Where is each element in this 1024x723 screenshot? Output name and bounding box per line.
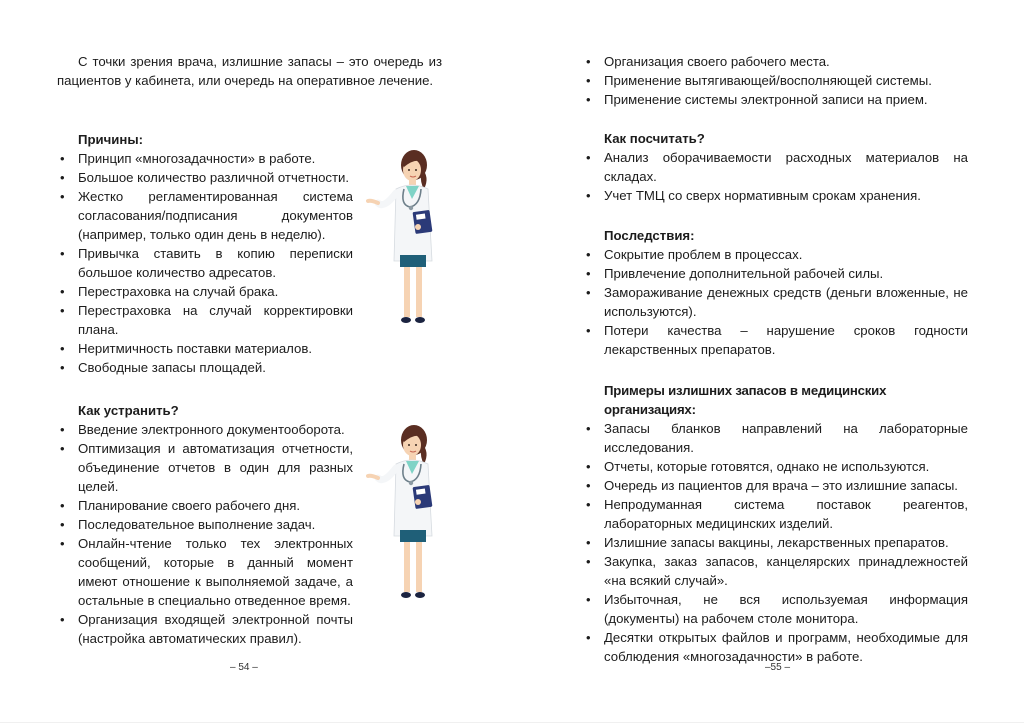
list-item: • Закупка, заказ запасов, канцелярских принадлежностей «на всякий случай».	[583, 552, 968, 590]
list-item: • Онлайн-чтение только тех электронных сообщений, которые в данный момент имеют отношение к выполняемой задаче, а остальные в специально отведенное время.	[57, 534, 353, 610]
examples-section	[583, 381, 968, 666]
causes-list	[57, 149, 353, 377]
list-item: • Учет ТМЦ со сверх нормативным срокам хранения.	[583, 186, 968, 205]
list-item: • Избыточная, не вся используемая информация (документы) на рабочем столе монитора.	[583, 590, 968, 628]
list-item: • Большое количество различной отчетности.	[57, 168, 353, 187]
list-item: • Организация входящей электронной почты (настройка автоматических правил).	[57, 610, 353, 648]
causes-heading: Причины:	[78, 132, 144, 147]
list-item: • Запасы бланков направлений на лабораторные исследования.	[583, 419, 968, 457]
list-item: • Планирование своего рабочего дня.	[57, 496, 353, 515]
consequences-heading: Последствия:	[604, 228, 695, 243]
list-item: • Жестко регламентированная система согласования/подписания документов (например, только один день в неделю).	[57, 187, 353, 244]
left-page	[0, 0, 512, 720]
causes-section	[57, 130, 353, 377]
list-item: • Оптимизация и автоматизация отчетности, объединение отчетов в один для разных целей.	[57, 439, 353, 496]
list-item: • Десятки открытых файлов и программ, необходимые для соблюдения «многозадачности» в работе.	[583, 628, 968, 666]
count-heading: Как посчитать?	[604, 131, 705, 146]
list-item: • Замораживание денежных средств (деньги вложенные, не используются).	[583, 283, 968, 321]
list-item: • Перестраховка на случай корректировки плана.	[57, 301, 353, 339]
consequences-list	[583, 245, 968, 359]
list-item: • Применение системы электронной записи на прием.	[583, 90, 968, 109]
list-item: • Привычка ставить в копию переписки большое количество адресатов.	[57, 244, 353, 282]
fix-section	[57, 401, 353, 648]
list-item: • Отчеты, которые готовятся, однако не используются.	[583, 457, 968, 476]
list-item: • Очередь из пациентов для врача – это излишние запасы.	[583, 476, 968, 495]
examples-list	[583, 419, 968, 666]
list-item: • Неритмичность поставки материалов.	[57, 339, 353, 358]
list-item: • Излишние запасы вакцины, лекарственных препаратов.	[583, 533, 968, 552]
page-number-right: –55 –	[765, 662, 791, 673]
intro-paragraph: С точки зрения врача, излишние запасы – это очередь из пациентов у кабинета, или очередь на оперативное лечение.	[57, 54, 442, 88]
list-item: • Последовательное выполнение задач.	[57, 515, 353, 534]
examples-heading: Примеры излишних запасов в медицинских организациях:	[604, 383, 887, 417]
list-item: • Организация своего рабочего места.	[583, 52, 968, 71]
list-item: • Привлечение дополнительной рабочей силы.	[583, 264, 968, 283]
fix-heading: Как устранить?	[78, 403, 179, 418]
fix-list	[57, 420, 353, 648]
list-item: • Свободные запасы площадей.	[57, 358, 353, 377]
doctor-illustration-icon	[366, 418, 446, 603]
continued-fix-section	[583, 52, 968, 109]
doctor-illustration-icon	[366, 143, 446, 328]
list-item: • Применение вытягивающей/восполняющей системы.	[583, 71, 968, 90]
continued-fix-list	[583, 52, 968, 109]
count-list	[583, 148, 968, 205]
list-item: • Потери качества – нарушение сроков годности лекарственных препаратов.	[583, 321, 968, 359]
list-item: • Сокрытие проблем в процессах.	[583, 245, 968, 264]
list-item: • Перестраховка на случай брака.	[57, 282, 353, 301]
list-item: • Анализ оборачиваемости расходных материалов на складах.	[583, 148, 968, 186]
consequences-section	[583, 226, 968, 359]
list-item: • Непродуманная система поставок реагентов, лабораторных медицинских изделий.	[583, 495, 968, 533]
list-item: • Введение электронного документооборота.	[57, 420, 353, 439]
page-number-left: – 54 –	[230, 662, 258, 673]
count-section	[583, 129, 968, 205]
list-item: • Принцип «многозадачности» в работе.	[57, 149, 353, 168]
